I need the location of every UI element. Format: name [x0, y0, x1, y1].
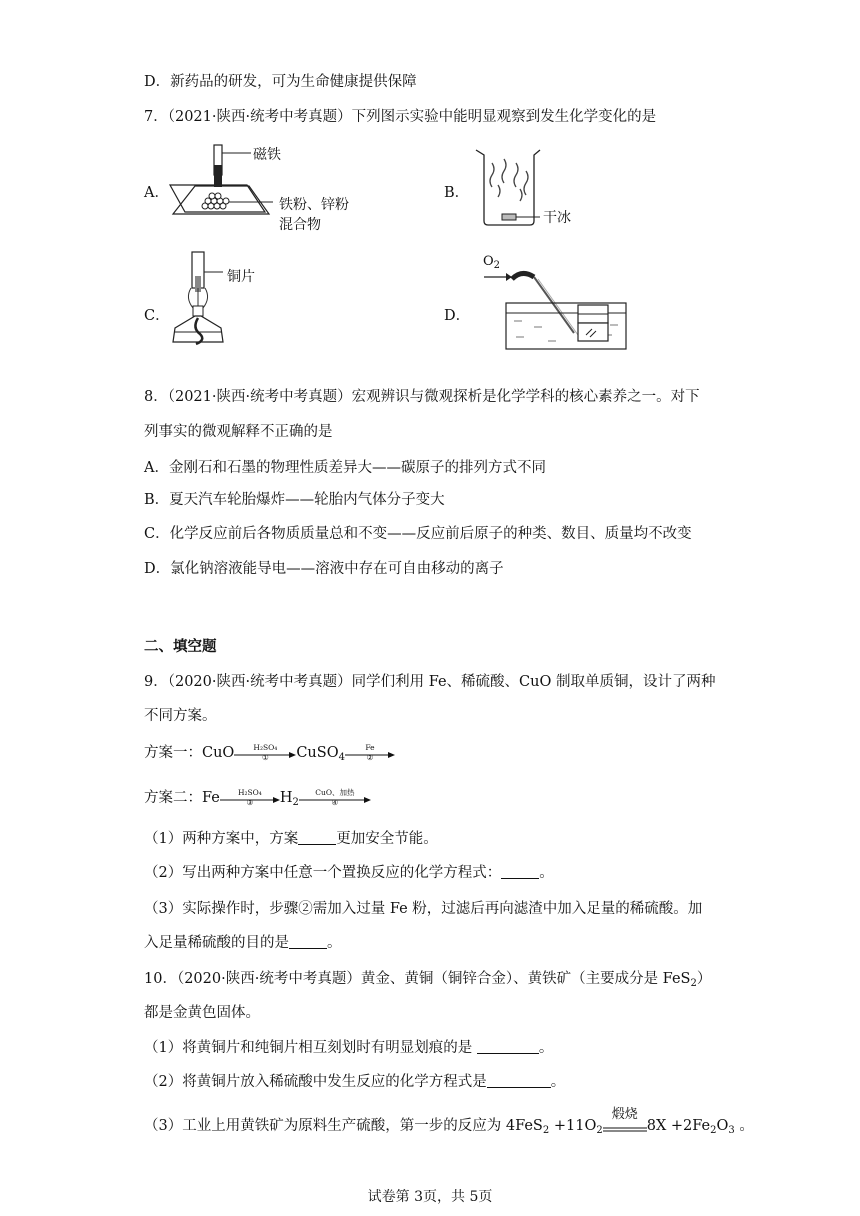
oxygen-symbol: O — [483, 254, 494, 269]
plan2-start: Fe — [202, 790, 220, 806]
q10-stem-sub: 2 — [690, 978, 697, 989]
q9-part2-blank[interactable] — [501, 864, 539, 879]
q8-stem-line1: 8．（2021·陕西·统考中考真题）宏观辨识与微观探析是化学学科的核心素养之一。对下 — [144, 389, 700, 405]
q9-part1 — [144, 829, 438, 849]
plan2-arrow1-bot: ③ — [246, 798, 254, 807]
figure-a-label-mix1: 铁粉、锌粉 — [279, 197, 349, 213]
plan1-arrow1-bot: ① — [261, 753, 269, 762]
q9-plan1 — [144, 743, 395, 768]
eq-left-sub: 2 — [542, 1125, 550, 1136]
plan2-arrow2-top: CuO、加热 — [315, 788, 355, 797]
q10-part1-text-b: 。 — [538, 1040, 554, 1056]
q9-part3-line1: （3）实际操作时，步骤②需加入过量 Fe 粉，过滤后再向滤渣中加入足量的稀硫酸。加 — [144, 901, 703, 917]
figure-d-oxygen-trough — [478, 255, 633, 355]
eq-plus: +11O — [549, 1118, 597, 1134]
q7-label-b: B． — [444, 185, 470, 201]
q10-part3 — [144, 1107, 754, 1141]
plan1-arrow2-top: Fe — [365, 743, 375, 752]
q9-part2-text-a: （2）写出两种方案中任意一个置换反应的化学方程式： — [144, 865, 502, 881]
q7-label-d: D． — [444, 308, 471, 324]
q10-stem-line2: 都是金黄色固体。 — [144, 1005, 260, 1021]
plan1-arrow1-top: H₂SO₄ — [253, 743, 278, 752]
q8-option-d: D．氯化钠溶液能导电——溶液中存在可自由移动的离子 — [144, 561, 504, 577]
figure-b-label-dryice: 干冰 — [543, 210, 571, 226]
q10-part3-text: （3）工业上用黄铁矿为原料生产硫酸，第一步的反应为 — [144, 1118, 506, 1134]
eq-condition: 煅烧 — [611, 1107, 638, 1122]
q7-label-a: A． — [144, 185, 169, 201]
q10-part2-blank[interactable] — [487, 1073, 551, 1088]
figure-b-dry-ice-beaker — [470, 145, 590, 230]
figure-c-copper-heating — [165, 248, 275, 348]
q9-part3-text-a: 入足量稀硫酸的目的是 — [144, 935, 289, 951]
q10-stem-line1 — [144, 969, 711, 994]
oxygen-subscript: 2 — [493, 260, 501, 271]
figure-a-label-mix2: 混合物 — [279, 217, 321, 233]
q6-option-d: D．新药品的研发，可为生命健康提供保障 — [144, 74, 417, 90]
q9-part2-text-b: 。 — [539, 865, 554, 881]
plan2-mid: H — [279, 790, 293, 806]
figure-d-label-oxygen — [483, 254, 500, 271]
q10-part1-blank[interactable] — [477, 1039, 539, 1054]
q8-stem-line2: 列事实的微观解释不正确的是 — [144, 424, 333, 440]
q7-stem: 7．（2021·陕西·统考中考真题）下列图示实验中能明显观察到发生化学变化的是 — [144, 109, 657, 125]
plan1-mid: CuSO — [296, 745, 339, 761]
q9-part2 — [144, 863, 554, 883]
q9-plan2 — [144, 788, 371, 813]
q10-part2-text-a: （2）将黄铜片放入稀硫酸中发生反应的化学方程式是 — [144, 1074, 487, 1090]
q9-part3-line2 — [144, 933, 342, 953]
eq-condition-sign — [603, 1107, 647, 1131]
plan1-arrow2-bot: ② — [366, 753, 374, 762]
q9-part1-blank[interactable] — [298, 830, 336, 845]
q9-part3-text-b: 。 — [327, 935, 342, 951]
figure-c-label-copper: 铜片 — [227, 269, 255, 285]
eq-left: 4FeS — [505, 1118, 543, 1134]
q8-option-b: B．夏天汽车轮胎爆炸——轮胎内气体分子变大 — [144, 492, 445, 508]
plan2-arrow2-bot: ④ — [331, 798, 339, 807]
eq-o-sub: 2 — [596, 1125, 603, 1136]
plan2-arrow1-top: H₂SO₄ — [237, 788, 262, 797]
q10-part1-text-a: （1）将黄铜片和纯铜片相互刻划时有明显划痕的是 — [144, 1040, 477, 1056]
q8-option-a: A．金刚石和石墨的物理性质差异大——碳原子的排列方式不同 — [144, 460, 546, 476]
q9-stem-line2: 不同方案。 — [144, 708, 217, 724]
q10-stem-text-b: ） — [696, 971, 712, 987]
eq-o: O — [716, 1118, 729, 1134]
plan2-label: 方案二： — [144, 790, 202, 806]
q9-part1-text-b: 更加安全节能。 — [336, 831, 438, 847]
plan2-mid-sub: 2 — [292, 797, 299, 808]
q9-stem-line1: 9．（2020·陕西·统考中考真题）同学们利用 Fe、稀硫酸、CuO 制取单质铜，设计了两种 — [144, 674, 716, 690]
q9-part3-blank[interactable] — [289, 934, 327, 949]
figure-a-label-magnet: 磁铁 — [253, 147, 281, 163]
plan2-arrow2 — [299, 788, 371, 807]
plan1-start: CuO — [202, 745, 235, 761]
plan1-arrow2 — [345, 743, 395, 762]
eq-fe-sub: 2 — [710, 1125, 717, 1136]
plan1-mid-sub: 4 — [338, 752, 345, 763]
q9-part1-text-a: （1）两种方案中，方案 — [144, 831, 299, 847]
eq-right: 8X +2Fe — [646, 1118, 711, 1134]
q8-option-c: C．化学反应前后各物质质量总和不变——反应前后原子的种类、数目、质量均不改变 — [144, 526, 692, 542]
plan1-label: 方案一： — [144, 745, 202, 761]
q7-label-c: C． — [144, 308, 170, 324]
eq-end: 。 — [734, 1118, 754, 1134]
page-footer: 试卷第 3页，共 5页 — [367, 1189, 493, 1205]
q10-part2 — [144, 1072, 565, 1092]
plan1-arrow1 — [234, 743, 296, 762]
q10-stem-text-a: 10．（2020·陕西·统考中考真题）黄金、黄铜（铜锌合金）、黄铁矿（主要成分是 FeS — [144, 971, 691, 987]
q10-part1 — [144, 1038, 553, 1058]
eq-o3-sub: 3 — [728, 1125, 735, 1136]
q10-part2-text-b: 。 — [550, 1074, 566, 1090]
plan2-arrow1 — [220, 788, 280, 807]
section-fill-in-blank-title: 二、填空题 — [144, 638, 217, 655]
